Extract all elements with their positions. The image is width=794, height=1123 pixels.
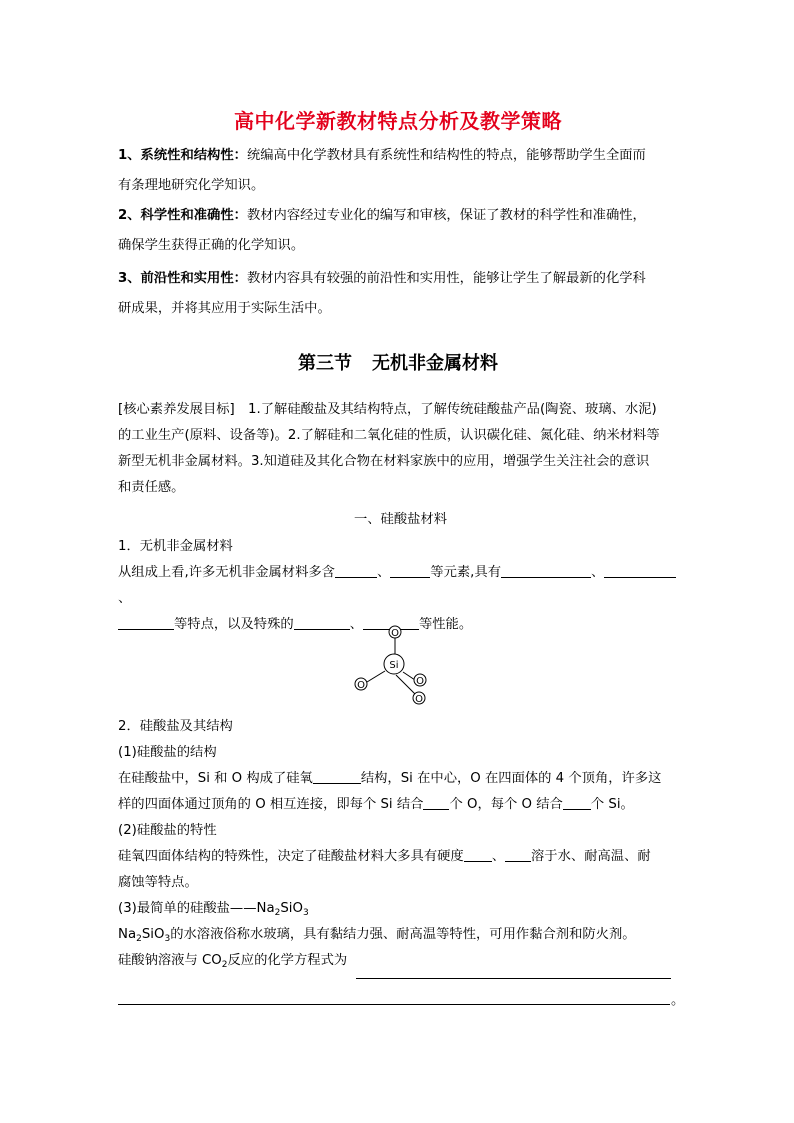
fill-line bbox=[118, 844, 683, 870]
feature-text: 统编高中化学教材具有系统性和结构性的特点，能够帮助学生全面而 bbox=[246, 148, 646, 163]
atom-label: O bbox=[357, 680, 365, 691]
sub-heading bbox=[118, 896, 683, 922]
sub-heading: (1)硅酸盐的结构 bbox=[118, 745, 217, 760]
text: 硅氧四面体结构的特殊性，决定了硅酸盐材料大多具有硬度 bbox=[118, 849, 464, 864]
text: 反应的化学方程式为 bbox=[227, 953, 348, 968]
text: 的水溶液俗称水玻璃，具有黏结力强、耐高温等特性，可用作黏合剂和防火剂。 bbox=[170, 927, 636, 942]
fill-line bbox=[118, 792, 683, 818]
section-title bbox=[118, 349, 678, 375]
subheading: 一、硅酸盐材料 bbox=[353, 512, 448, 527]
text-line: 腐蚀等特点。 bbox=[118, 875, 198, 890]
subscript: 3 bbox=[164, 934, 171, 944]
bond-line bbox=[403, 672, 415, 680]
text: 、 bbox=[491, 849, 506, 864]
feature-text-cont: 确保学生获得正确的化学知识。 bbox=[118, 238, 305, 253]
atom-label: Si bbox=[389, 660, 399, 671]
feature-label: 1、系统性和结构性： bbox=[118, 148, 247, 163]
subscript: 2 bbox=[136, 934, 142, 944]
feature-text: 教材内容经过专业化的编写和审核，保证了教材的科学性和准确性， bbox=[246, 208, 646, 223]
silicon-oxygen-tetrahedron-diagram bbox=[347, 622, 427, 712]
answer-line[interactable] bbox=[118, 1004, 670, 1005]
end-period: 。 bbox=[671, 993, 685, 1008]
text: 从组成上看,许多无机非金属材料多含 bbox=[118, 565, 335, 580]
answer-blank[interactable] bbox=[335, 561, 377, 578]
sub-heading: (2)硅酸盐的特性 bbox=[118, 823, 217, 838]
answer-blank[interactable] bbox=[313, 767, 361, 784]
goals-line: 新型无机非金属材料。3.知道硅及其化合物在材料家族中的应用，增强学生关注社会的意识 bbox=[118, 454, 650, 469]
core-goals bbox=[118, 397, 683, 501]
text: SiO bbox=[141, 927, 165, 942]
subscript: 2 bbox=[221, 960, 228, 970]
text: 个 Si。 bbox=[590, 797, 634, 812]
text-line bbox=[118, 922, 683, 948]
section-number: 第三节 bbox=[298, 353, 352, 374]
answer-blank[interactable] bbox=[563, 793, 591, 810]
answer-blank[interactable] bbox=[118, 613, 174, 630]
text: 在硅酸盐中，Si 和 O 构成了硅氧 bbox=[118, 771, 313, 786]
answer-blank[interactable] bbox=[390, 561, 430, 578]
text: 溶于水、耐高温、耐 bbox=[531, 849, 651, 864]
atom-label: O bbox=[415, 694, 423, 705]
text: 等元素,具有 bbox=[430, 565, 501, 580]
bond-line bbox=[367, 671, 385, 682]
answer-blank[interactable] bbox=[294, 613, 350, 630]
subscript: 2 bbox=[274, 908, 281, 918]
fill-line bbox=[118, 560, 683, 612]
item-2 bbox=[118, 714, 683, 974]
goals-line: 的工业生产(原料、设备等)。2.了解硅和二氧化硅的性质，认识碳化硅、氮化硅、纳米材料等 bbox=[118, 428, 660, 443]
subscript: 3 bbox=[302, 908, 309, 918]
atom-label: O bbox=[416, 676, 424, 687]
feature-text: 教材内容具有较强的前沿性和实用性，能够让学生了解最新的化学科 bbox=[246, 271, 646, 286]
answer-blank[interactable] bbox=[423, 793, 449, 810]
answer-blank[interactable] bbox=[501, 561, 591, 578]
text: 个 O，每个 O 结合 bbox=[449, 797, 563, 812]
text: 、 bbox=[591, 565, 605, 580]
document-title: 高中化学新教材特点分析及教学策略 bbox=[234, 109, 562, 133]
goals-line: 和责任感。 bbox=[118, 480, 185, 495]
feature-text-cont: 有条理地研究化学知识。 bbox=[118, 178, 265, 193]
text: 结构，Si 在中心，O 在四面体的 4 个顶角，许多这 bbox=[360, 771, 662, 786]
text: SiO bbox=[280, 901, 303, 916]
text: 等性能。 bbox=[418, 617, 473, 632]
text: 样的四面体通过顶角的 O 相互连接，即每个 Si 结合 bbox=[118, 797, 424, 812]
answer-blank[interactable] bbox=[505, 845, 531, 862]
text: 、 bbox=[118, 591, 132, 606]
text: (3)最简单的硅酸盐——Na bbox=[118, 901, 275, 916]
feature-text-cont: 研成果，并将其应用于实际生活中。 bbox=[118, 301, 331, 316]
feature-3 bbox=[118, 264, 683, 324]
text: 、 bbox=[349, 617, 363, 632]
item-heading: 2．硅酸盐及其结构 bbox=[118, 719, 233, 734]
feature-label: 2、科学性和准确性： bbox=[118, 208, 247, 223]
text: 硅酸钠溶液与 CO bbox=[118, 953, 222, 968]
feature-1 bbox=[118, 141, 683, 201]
answer-line[interactable] bbox=[356, 978, 671, 979]
fill-line bbox=[118, 766, 683, 792]
feature-label: 3、前沿性和实用性： bbox=[118, 271, 247, 286]
feature-2 bbox=[118, 201, 683, 261]
item-heading: 1．无机非金属材料 bbox=[118, 539, 233, 554]
text: 等特点，以及特殊的 bbox=[174, 617, 294, 632]
text: Na bbox=[118, 927, 137, 942]
section-name: 无机非金属材料 bbox=[372, 353, 498, 374]
fill-line bbox=[118, 948, 683, 974]
goals-line: [核心素养发展目标] 1.了解硅酸盐及其结构特点，了解传统硅酸盐产品(陶瓷、玻璃、水泥) bbox=[118, 402, 657, 417]
answer-blank[interactable] bbox=[464, 845, 492, 862]
atom-label: O bbox=[391, 628, 399, 639]
text: 、 bbox=[376, 565, 391, 580]
answer-blank[interactable] bbox=[604, 561, 676, 578]
